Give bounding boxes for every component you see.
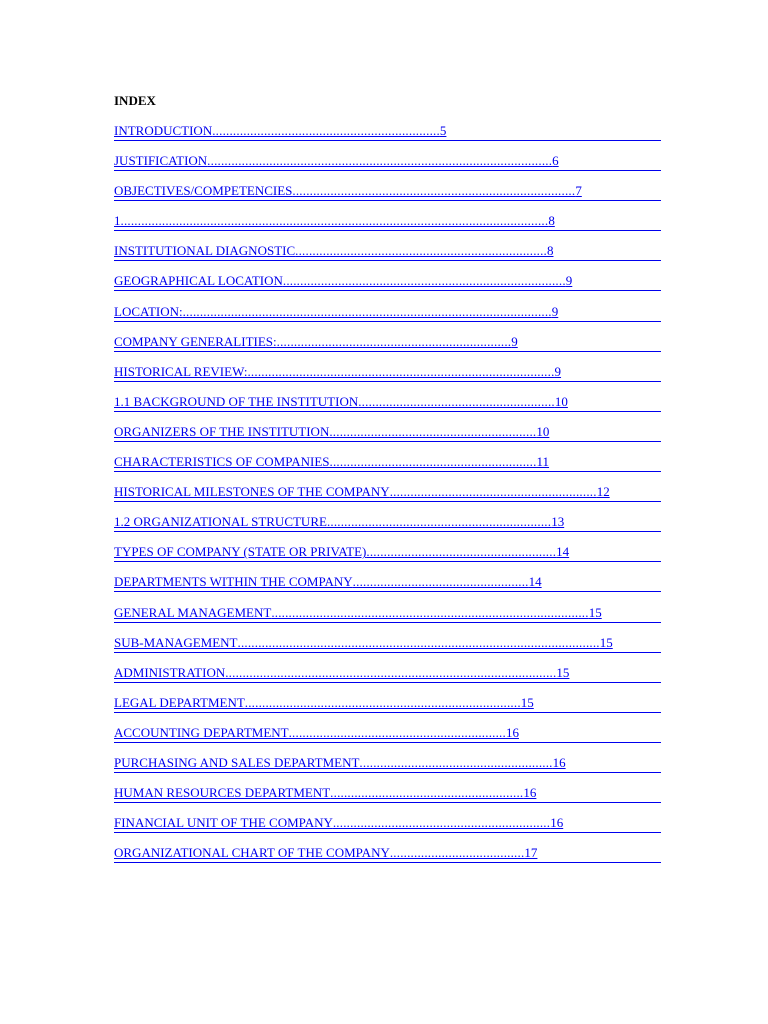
toc-link[interactable] xyxy=(114,303,661,333)
toc-entry-title: SUB-MANAGEMENT xyxy=(114,634,238,650)
toc-entry-title: ACCOUNTING DEPARTMENT xyxy=(114,724,289,740)
toc-leader-dots: ........................................................ xyxy=(330,785,524,801)
toc-item xyxy=(114,694,661,724)
toc-leader-dots: ............................................................................................ xyxy=(271,604,589,620)
toc-leader-dots: .................................................................................. xyxy=(282,273,566,289)
toc-leader-dots: ................................................................................................ xyxy=(225,664,557,680)
toc-page-number: 7 xyxy=(575,183,582,199)
toc-leader-dots: ........................................................ xyxy=(359,754,553,770)
toc-item xyxy=(114,242,661,272)
toc-entry-title: INSTITUTIONAL DIAGNOSTIC xyxy=(114,243,296,259)
toc-entry-title: ORGANIZERS OF THE INSTITUTION xyxy=(114,423,330,439)
toc-entry-title: ORGANIZATIONAL CHART OF THE COMPANY xyxy=(114,845,390,861)
toc-entry-title: ADMINISTRATION xyxy=(114,664,226,680)
toc-link[interactable] xyxy=(114,212,661,242)
toc-entry-title: HISTORICAL REVIEW: xyxy=(114,363,248,379)
toc-item xyxy=(114,844,661,874)
toc-page-number: 10 xyxy=(536,423,550,439)
toc-entry-title: COMPANY GENERALITIES: xyxy=(114,333,277,349)
toc-page-number: 9 xyxy=(565,273,573,289)
toc-leader-dots: ......................................................................................................... xyxy=(237,634,600,650)
toc-entry-title: HUMAN RESOURCES DEPARTMENT xyxy=(114,785,331,801)
toc-link[interactable] xyxy=(114,664,661,694)
toc-item xyxy=(114,152,661,182)
toc-leader-dots: ....................................................... xyxy=(366,544,557,560)
toc-item xyxy=(114,333,661,363)
toc-link[interactable] xyxy=(114,423,661,453)
toc-item xyxy=(114,754,661,784)
toc-link[interactable] xyxy=(114,694,661,724)
toc-item xyxy=(114,122,661,152)
toc-entry-title: 1.1 BACKGROUND OF THE INSTITUTION xyxy=(114,393,359,409)
toc-leader-dots: ................................................................. xyxy=(326,514,552,530)
toc-page-number: 11 xyxy=(536,454,550,470)
toc-link[interactable] xyxy=(114,634,661,664)
toc-item xyxy=(114,212,661,242)
toc-page-number: 12 xyxy=(596,484,610,500)
toc-entry-title: CHARACTERISTICS OF COMPANIES xyxy=(114,454,330,470)
toc-leader-dots: ......................................................................... xyxy=(295,243,547,259)
toc-link[interactable] xyxy=(114,483,661,513)
toc-item xyxy=(114,303,661,333)
toc-link[interactable] xyxy=(114,122,661,152)
toc-item xyxy=(114,814,661,844)
toc-entry-title: LOCATION: xyxy=(114,303,183,319)
toc-link[interactable] xyxy=(114,393,661,423)
toc-leader-dots: .................................................................................. xyxy=(292,183,576,199)
toc-leader-dots: ................................................... xyxy=(352,574,529,590)
toc-leader-dots: ........................................................................................................... xyxy=(182,303,552,319)
toc-leader-dots: ............................................................................................................................ xyxy=(120,213,549,229)
toc-page-number: 6 xyxy=(552,153,559,169)
toc-page-number: 15 xyxy=(588,604,602,620)
toc-item xyxy=(114,272,661,302)
toc-link[interactable] xyxy=(114,724,661,754)
toc-entry-title: FINANCIAL UNIT OF THE COMPANY xyxy=(114,815,333,831)
toc-entry-title: TYPES OF COMPANY (STATE OR PRIVATE) xyxy=(114,544,367,560)
toc-entry-title: DEPARTMENTS WITHIN THE COMPANY xyxy=(114,574,353,590)
toc-item xyxy=(114,573,661,603)
toc-link[interactable] xyxy=(114,182,661,212)
toc-item xyxy=(114,664,661,694)
toc-page-number: 16 xyxy=(550,815,564,831)
toc-leader-dots: .................................................................................................... xyxy=(207,153,553,169)
toc-entry-title: GENERAL MANAGEMENT xyxy=(114,604,272,620)
toc-link[interactable] xyxy=(114,844,661,874)
toc-item xyxy=(114,784,661,814)
toc-item xyxy=(114,453,661,483)
toc-page-number: 15 xyxy=(556,664,570,680)
toc-page-number: 16 xyxy=(505,724,519,740)
toc-page-number: 10 xyxy=(554,393,568,409)
toc-leader-dots: .................................................................. xyxy=(212,123,440,138)
toc-leader-dots: ............................................................ xyxy=(389,484,597,500)
toc-page-number: 17 xyxy=(524,845,538,861)
toc-page-number: 9 xyxy=(554,363,562,379)
toc-page-number: 8 xyxy=(547,243,554,259)
toc-link[interactable] xyxy=(114,453,661,483)
toc-page-number: 14 xyxy=(528,574,542,590)
toc-entry-title: OBJECTIVES/COMPETENCIES xyxy=(114,183,293,199)
page-title: INDEX xyxy=(114,93,156,108)
toc-entry-title: JUSTIFICATION xyxy=(114,153,208,169)
toc-link[interactable] xyxy=(114,754,661,784)
toc-link[interactable] xyxy=(114,604,661,634)
toc-leader-dots: ............................................................... xyxy=(332,815,551,831)
toc-page-number: 14 xyxy=(556,544,570,560)
toc-link[interactable] xyxy=(114,513,661,543)
toc-link[interactable] xyxy=(114,272,661,302)
toc-entry-title: PURCHASING AND SALES DEPARTMENT xyxy=(114,754,360,770)
toc-entry-title: INTRODUCTION xyxy=(114,123,213,138)
toc-entry-title: 1 xyxy=(114,213,121,229)
toc-link[interactable] xyxy=(114,573,661,603)
toc-page-number: 8 xyxy=(548,213,555,229)
toc-page-number: 16 xyxy=(552,754,566,770)
toc-item xyxy=(114,483,661,513)
toc-page-number: 5 xyxy=(439,123,447,138)
toc-link[interactable] xyxy=(114,784,661,814)
toc-leader-dots: ......................................................... xyxy=(358,393,555,409)
toc-item xyxy=(114,393,661,423)
toc-page-number: 13 xyxy=(551,514,565,530)
toc-item xyxy=(114,513,661,543)
toc-entry-title: 1.2 ORGANIZATIONAL STRUCTURE xyxy=(114,514,327,530)
toc-leader-dots: ....................................... xyxy=(389,845,525,861)
toc-page-number: 9 xyxy=(551,303,559,319)
toc-page-number: 15 xyxy=(520,694,534,710)
toc-link[interactable] xyxy=(114,363,661,393)
toc-page-number: 16 xyxy=(523,785,537,801)
toc-page-number: 15 xyxy=(599,634,613,650)
toc-item xyxy=(114,604,661,634)
toc-page-number: 9 xyxy=(511,333,518,349)
toc-item xyxy=(114,182,661,212)
toc-leader-dots: ............................................................ xyxy=(329,423,537,439)
toc-link[interactable] xyxy=(114,333,661,363)
toc-link[interactable] xyxy=(114,152,661,182)
toc-leader-dots: ............................................................ xyxy=(329,454,537,470)
toc-entry-title: GEOGRAPHICAL LOCATION xyxy=(114,273,283,289)
table-of-contents xyxy=(114,122,661,874)
toc-link[interactable] xyxy=(114,814,661,844)
toc-link[interactable] xyxy=(114,543,661,573)
toc-entry-title: LEGAL DEPARTMENT xyxy=(114,694,245,710)
toc-leader-dots: ......................................................................................... xyxy=(247,363,555,379)
toc-entry-title: HISTORICAL MILESTONES OF THE COMPANY xyxy=(114,484,390,500)
toc-item xyxy=(114,423,661,453)
toc-leader-dots: .................................................................... xyxy=(276,333,512,349)
toc-leader-dots: ............................................................... xyxy=(288,724,506,740)
toc-item xyxy=(114,724,661,754)
toc-link[interactable] xyxy=(114,242,661,272)
toc-item xyxy=(114,363,661,393)
toc-item xyxy=(114,543,661,573)
toc-item xyxy=(114,634,661,664)
toc-leader-dots: ................................................................................ xyxy=(244,694,521,710)
